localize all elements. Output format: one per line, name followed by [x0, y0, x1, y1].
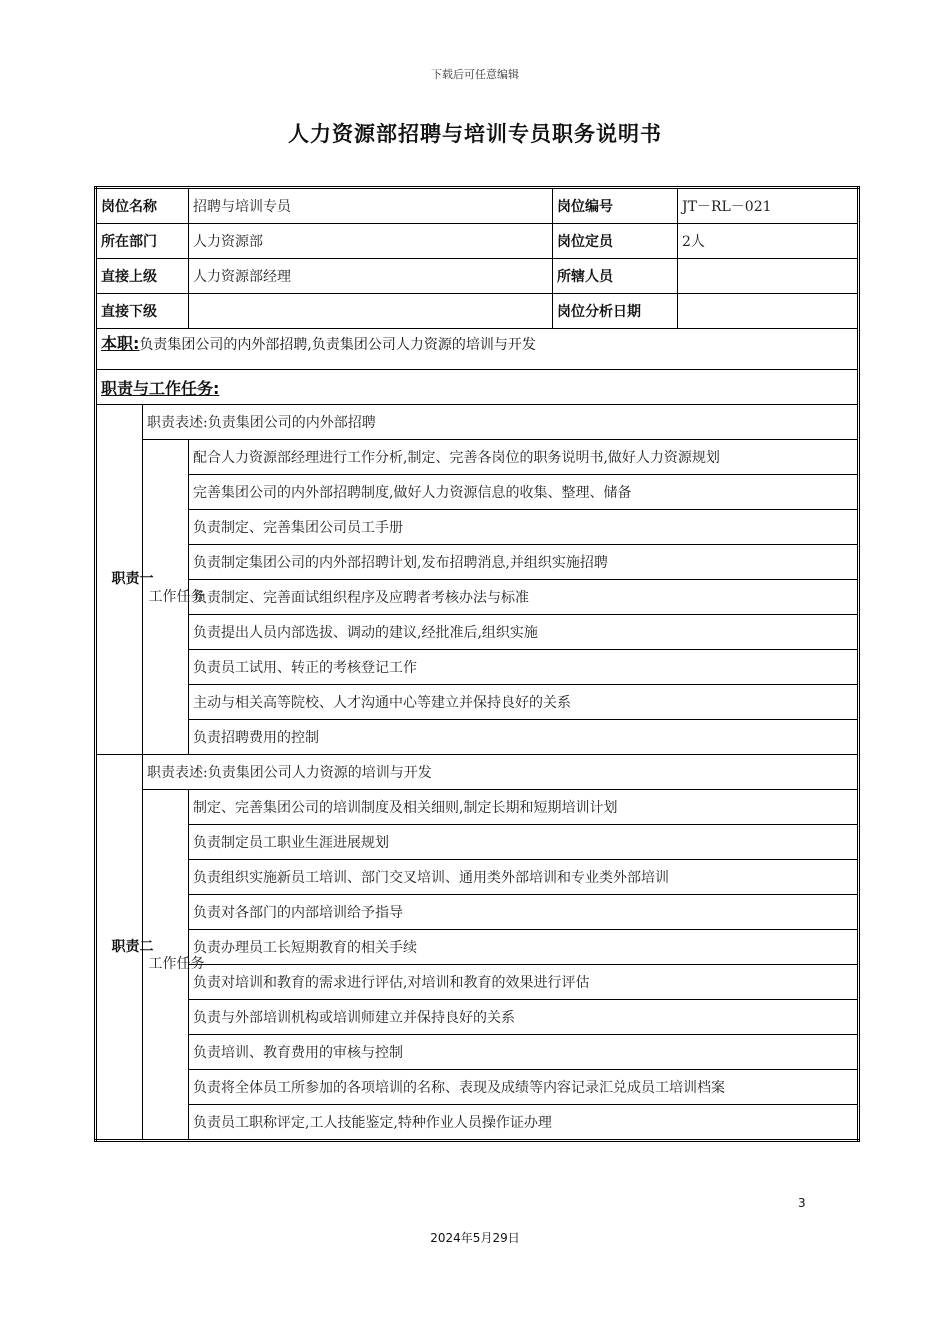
duty-label — [96, 405, 154, 755]
position-name-label: 岗位名称 — [96, 188, 189, 224]
row-duties-heading — [96, 370, 859, 405]
task-item: 负责制定集团公司的内外部招聘计划,发布招聘消息,并组织实施招聘 — [189, 545, 859, 580]
row-core-duty — [96, 329, 859, 370]
task-item: 负责将全体员工所参加的各项培训的名称、表现及成绩等内容记录汇兑成员工培训档案 — [189, 1070, 859, 1105]
task-row — [96, 825, 859, 860]
task-row — [96, 440, 859, 475]
row-superior — [96, 259, 859, 294]
tasks-label — [143, 440, 205, 755]
task-row — [96, 615, 859, 650]
task-item: 负责与外部培训机构或培训师建立并保持良好的关系 — [189, 1000, 859, 1035]
task-item: 负责制定、完善面试组织程序及应聘者考核办法与标准 — [189, 580, 859, 615]
task-item: 负责组织实施新员工培训、部门交叉培训、通用类外部培训和专业类外部培训 — [189, 860, 859, 895]
row-department — [96, 224, 859, 259]
position-code-label: 岗位编号 — [553, 188, 678, 224]
task-row — [96, 1035, 859, 1070]
task-row — [96, 860, 859, 895]
position-name-value: 招聘与培训专员 — [189, 188, 553, 224]
subordinate-value — [189, 294, 553, 329]
superior-value: 人力资源部经理 — [189, 259, 553, 294]
task-row — [96, 510, 859, 545]
analysis-date-label: 岗位分析日期 — [553, 294, 678, 329]
task-item: 负责对培训和教育的需求进行评估,对培训和教育的效果进行评估 — [189, 965, 859, 1000]
row-subordinate — [96, 294, 859, 329]
position-code-value: JT－RL－021 — [678, 188, 859, 224]
task-item: 主动与相关高等院校、人才沟通中心等建立并保持良好的关系 — [189, 685, 859, 720]
duty-statement: 职责表述:负责集团公司的内外部招聘 — [143, 405, 859, 440]
task-item: 负责员工试用、转正的考核登记工作 — [189, 650, 859, 685]
task-item: 完善集团公司的内外部招聘制度,做好人力资源信息的收集、整理、储备 — [189, 475, 859, 510]
page-number: 3 — [798, 1196, 806, 1210]
tasks-label-text: 工作任务 — [148, 588, 205, 605]
footer-date: 2024年5月29日 — [430, 1231, 520, 1245]
duty-label-text: 职责二 — [111, 938, 154, 955]
task-row — [96, 545, 859, 580]
duty-label — [96, 755, 154, 1141]
task-row — [96, 790, 859, 825]
duties-heading: 职责与工作任务: — [101, 378, 220, 398]
task-row — [96, 965, 859, 1000]
duty-statement: 职责表述:负责集团公司人力资源的培训与开发 — [143, 755, 859, 790]
core-duty-label: 本职: — [101, 334, 140, 353]
task-row — [96, 475, 859, 510]
analysis-date-value — [678, 294, 859, 329]
core-duty-text: 负责集团公司的内外部招聘,负责集团公司人力资源的培训与开发 — [139, 337, 536, 353]
task-row — [96, 580, 859, 615]
task-row — [96, 650, 859, 685]
headcount-label: 岗位定员 — [553, 224, 678, 259]
task-row — [96, 685, 859, 720]
document-title: 人力资源部招聘与培训专员职务说明书 — [288, 122, 662, 146]
task-row — [96, 1070, 859, 1105]
headcount-value: 2人 — [678, 224, 859, 259]
task-row — [96, 720, 859, 755]
task-item: 负责提出人员内部选拔、调动的建议,经批准后,组织实施 — [189, 615, 859, 650]
subordinates-count-value — [678, 259, 859, 294]
core-duty-cell — [96, 329, 859, 370]
task-item: 负责制定员工职业生涯进展规划 — [189, 825, 859, 860]
duty-statement-row — [96, 755, 859, 790]
department-label: 所在部门 — [96, 224, 189, 259]
task-row — [96, 930, 859, 965]
tasks-label-text: 工作任务 — [148, 956, 205, 972]
task-item: 负责制定、完善集团公司员工手册 — [189, 510, 859, 545]
task-item: 负责对各部门的内部培训给予指导 — [189, 895, 859, 930]
subordinate-label: 直接下级 — [96, 294, 189, 329]
task-item: 负责办理员工长短期教育的相关手续 — [189, 930, 859, 965]
row-position-name — [96, 188, 859, 224]
subordinates-count-label: 所辖人员 — [553, 259, 678, 294]
duty-label-text: 职责一 — [111, 571, 154, 587]
header-note: 下载后可任意编辑 — [431, 68, 519, 81]
superior-label: 直接上级 — [96, 259, 189, 294]
task-row — [96, 895, 859, 930]
task-item: 配合人力资源部经理进行工作分析,制定、完善各岗位的职务说明书,做好人力资源规划 — [189, 440, 859, 475]
duties-heading-cell — [96, 370, 859, 405]
task-item: 负责员工职称评定,工人技能鉴定,特种作业人员操作证办理 — [189, 1105, 859, 1141]
duty-statement-row — [96, 405, 859, 440]
task-item: 制定、完善集团公司的培训制度及相关细则,制定长期和短期培训计划 — [189, 790, 859, 825]
task-row — [96, 1105, 859, 1141]
tasks-label — [143, 790, 205, 1141]
job-description-table — [94, 186, 860, 1142]
task-row — [96, 1000, 859, 1035]
department-value: 人力资源部 — [189, 224, 553, 259]
task-item: 负责招聘费用的控制 — [189, 720, 859, 755]
task-item: 负责培训、教育费用的审核与控制 — [189, 1035, 859, 1070]
